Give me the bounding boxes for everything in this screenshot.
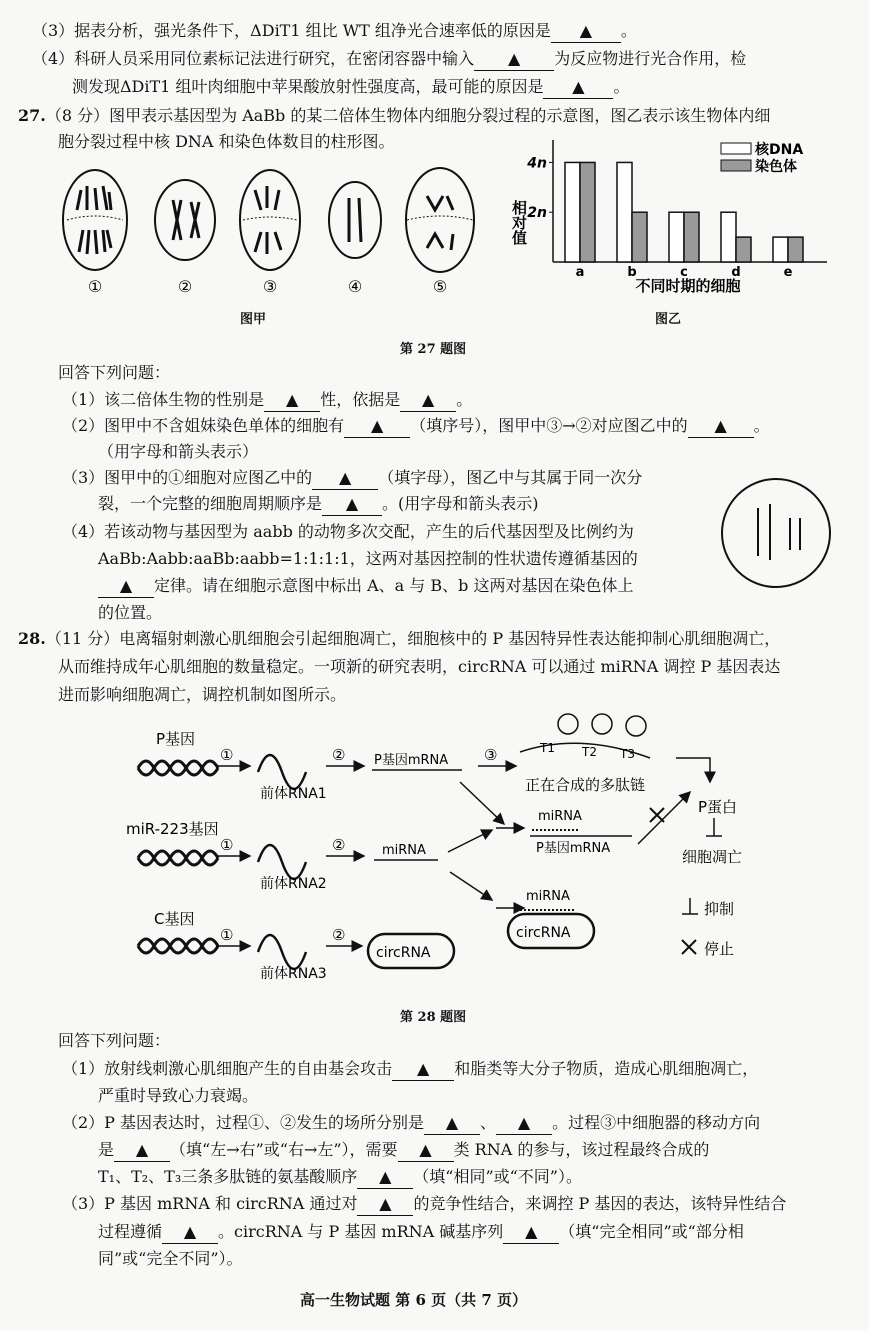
q27-part2: （2）图甲中不含姐妹染色单体的细胞有 ▲ （填序号），图甲中③→②对应图乙中的 ▲ 。	[62, 415, 770, 438]
q27-part3: （3）图甲中的①细胞对应图乙中的 ▲ （填字母），图乙中与其属于同一次分	[62, 467, 642, 490]
q27-part4: （4）若该动物与基因型为 aabb 的动物多次交配，产生的后代基因型及比例约为	[62, 522, 634, 541]
chart-xlabel: 不同时期的细胞	[635, 277, 741, 295]
p-mrna-label: P基因mRNA	[374, 753, 449, 768]
q28-part2-end: T₁、T₂、T₃三条多肽链的氨基酸顺序 ▲ （填“相同”或“不同”）。	[98, 1166, 582, 1189]
q26-part3: （3）据表分析，强光条件下，ΔDiT1 组比 WT 组净光合速率低的原因是 ▲ 。	[32, 20, 637, 43]
answer-blank[interactable]: ▲	[398, 1139, 454, 1162]
bar-e-chromosome	[788, 237, 803, 262]
figure-a-label: 图甲	[240, 312, 267, 327]
legend-label-dna: 核DNA	[755, 142, 804, 158]
answer-blank[interactable]: ▲	[344, 415, 410, 438]
bar-a-dna	[565, 162, 580, 262]
answer-blank[interactable]: ▲	[474, 48, 554, 71]
svg-text:miRNA: miRNA	[538, 809, 582, 824]
answer-blank[interactable]: ▲	[392, 1058, 454, 1081]
legend-label-chromosome: 染色体	[755, 159, 797, 175]
cell-3	[240, 170, 300, 270]
page-footer: 高一生物试题 第 6 页（共 7 页）	[300, 1291, 527, 1309]
svg-text:miRNA: miRNA	[526, 889, 570, 904]
legend-swatch-dna	[721, 143, 751, 154]
chart-ylabel: 相对值	[510, 200, 528, 245]
answer-blank[interactable]: ▲	[688, 415, 754, 438]
q27-stem-2: 胞分裂过程中核 DNA 和染色体数目的柱形图。	[58, 132, 395, 151]
pre-rna1-icon	[258, 755, 306, 789]
svg-text:P基因mRNA: P基因mRNA	[536, 841, 611, 856]
q28-part3-cont: 过程遵循 ▲ 。circRNA 与 P 基因 mRNA 碱基序列 ▲ （填“完全相同”或“部分相	[98, 1221, 744, 1244]
q27-stem-1: 27.（8 分）图甲表示基因型为 AaBb 的某二倍体生物体内细胞分裂过程的示意图，图乙表示该生物体内细	[18, 106, 771, 125]
c-gene-label: C基因	[154, 910, 195, 928]
bar-d-chromosome	[736, 237, 751, 262]
q26-part4: （4）科研人员采用同位素标记法进行研究，在密闭容器中输入 ▲ 为反应物进行光合作用，检	[32, 48, 746, 71]
figure-a-cells	[55, 160, 495, 300]
svg-text:②: ②	[332, 746, 346, 764]
bar-c-dna	[669, 212, 684, 262]
bar-e-dna	[773, 237, 788, 262]
q28-figure-caption: 第 28 题图	[400, 1010, 467, 1025]
bar-a-chromosome	[580, 162, 595, 262]
chart-xtick-label-d: d	[731, 265, 741, 280]
figure-b-label: 图乙	[655, 312, 682, 327]
cell-label-3: ③	[262, 277, 278, 296]
pre-rna1-label: 前体RNA1	[260, 786, 327, 802]
mirna-label: miRNA	[382, 843, 426, 858]
stop-legend-icon	[682, 940, 696, 954]
q28-answer-intro: 回答下列问题：	[58, 1031, 171, 1050]
q27-part4-end: 的位置。	[98, 603, 163, 622]
q28-part1: （1）放射线刺激心肌细胞产生的自由基会攻击 ▲ 和脂类等大分子物质，造成心肌细胞凋亡，	[62, 1058, 758, 1081]
cell-5	[406, 168, 474, 272]
answer-blank[interactable]: ▲	[551, 20, 621, 43]
legend-stop: 停止	[704, 940, 735, 958]
bar-b-chromosome	[632, 212, 647, 262]
label-t3: T3	[620, 747, 635, 761]
figure-b-bar-chart	[505, 140, 840, 300]
q28-part3: （3）P 基因 mRNA 和 circRNA 通过对 ▲ 的竞争性结合，来调控 P 基因的表达，该特异性结合	[62, 1193, 786, 1216]
label-t2: T2	[582, 745, 597, 759]
cell-label-2: ②	[177, 277, 193, 296]
ribosome-icon	[626, 716, 646, 736]
circrna-label: circRNA	[376, 945, 431, 961]
legend-inhibit: 抑制	[704, 900, 735, 918]
answer-blank[interactable]: ▲	[357, 1166, 413, 1189]
cell-label-1: ①	[87, 277, 103, 296]
svg-text:②: ②	[332, 836, 346, 854]
answer-blank[interactable]: ▲	[98, 575, 154, 598]
q28-part2: （2）P 基因表达时，过程①、②发生的场所分别是 ▲ 、 ▲ 。过程③中细胞器的移动方向	[62, 1112, 760, 1135]
q28-stem-1: 28.（11 分）电离辐射刺激心肌细胞会引起细胞凋亡，细胞核中的 P 基因特异性表达能抑制心肌细胞凋亡，	[18, 629, 781, 648]
q27-figure-caption: 第 27 题图	[400, 342, 467, 357]
legend-swatch-chromosome	[721, 160, 751, 171]
chart-xtick-label-e: e	[783, 265, 793, 280]
q28-part1-cont: 严重时导致心力衰竭。	[98, 1086, 259, 1105]
q27-part4-ratio: AaBb:Aabb:aaBb:aabb=1:1:1:1，这两对基因控制的性状遗传遵循基因的	[98, 549, 638, 568]
p-protein-label: P蛋白	[698, 798, 738, 816]
q27-part4-law: ▲ 定律。请在细胞示意图中标出 A、a 与 B、b 这两对基因在染色体上	[98, 575, 633, 598]
svg-text:②: ②	[332, 926, 346, 944]
cell-4	[329, 182, 381, 258]
svg-text:①: ①	[220, 926, 234, 944]
answer-blank[interactable]: ▲	[503, 1221, 559, 1244]
answer-blank[interactable]: ▲	[312, 467, 378, 490]
ribosome-icon	[592, 714, 612, 734]
answer-blank[interactable]: ▲	[114, 1139, 170, 1162]
answer-blank[interactable]: ▲	[162, 1221, 218, 1244]
bar-c-chromosome	[684, 212, 699, 262]
svg-text:③: ③	[484, 746, 498, 764]
pre-rna3-label: 前体RNA3	[260, 966, 327, 982]
pre-rna2-icon	[258, 845, 306, 879]
answer-blank[interactable]: ▲	[543, 76, 613, 99]
chart-ytick-label: 2n	[527, 205, 547, 222]
answer-blank[interactable]: ▲	[496, 1112, 552, 1135]
label-t1: T1	[540, 741, 555, 755]
q28-part2-cont: 是 ▲ （填“左→右”或“右→左”），需要 ▲ 类 RNA 的参与，该过程最终合成的	[98, 1139, 709, 1162]
apoptosis-label: 细胞凋亡	[682, 848, 743, 866]
q28-part3-end: 同”或“完全不同”）。	[98, 1249, 243, 1268]
answer-blank[interactable]: ▲	[424, 1112, 480, 1135]
bar-d-dna	[721, 212, 736, 262]
mir-gene-label: miR-223基因	[126, 820, 219, 838]
pre-rna2-label: 前体RNA2	[260, 876, 327, 892]
q27-part3-cont: 裂，一个完整的细胞周期顺序是 ▲ 。(用字母和箭头表示)	[98, 493, 539, 516]
chart-xtick-label-a: a	[575, 265, 585, 280]
answer-blank[interactable]: ▲	[357, 1193, 413, 1216]
stop-cross-icon	[650, 808, 664, 822]
q28-stem-2: 从而维持成年心肌细胞的数量稳定。一项新的研究表明，circRNA 可以通过 miRNA 调控 P 基因表达	[58, 657, 781, 676]
svg-text:①: ①	[220, 836, 234, 854]
cell-label-4: ④	[347, 277, 363, 296]
answer-blank[interactable]: ▲	[400, 389, 456, 412]
cell-2	[155, 180, 215, 260]
answer-blank[interactable]: ▲	[264, 389, 320, 412]
q28-stem-3: 进而影响细胞凋亡，调控机制如图所示。	[58, 685, 347, 704]
p-gene-label: P基因	[156, 730, 196, 748]
cell-label-5: ⑤	[432, 277, 448, 296]
q27-answer-intro: 回答下列问题：	[58, 363, 171, 382]
q26-part4-cont: 测发现ΔDiT1 组叶肉细胞中苹果酸放射性强度高，最可能的原因是 ▲ 。	[72, 76, 629, 99]
chart-ytick-label: 4n	[527, 155, 547, 172]
bar-b-dna	[617, 162, 632, 262]
chart-xtick-label-b: b	[627, 265, 637, 280]
svg-text:①: ①	[220, 746, 234, 764]
cell-1	[63, 170, 127, 270]
q27-part1: （1）该二倍体生物的性别是 ▲ 性，依据是 ▲ 。	[62, 389, 472, 412]
q27-part2-note: （用字母和箭头表示）	[98, 442, 259, 461]
svg-text:circRNA: circRNA	[516, 925, 571, 941]
ribosome-icon	[558, 714, 578, 734]
answer-blank[interactable]: ▲	[322, 493, 382, 516]
answer-cell-diagram[interactable]	[716, 474, 836, 592]
q28-regulation-diagram	[120, 712, 780, 1002]
chart-xtick-label-c: c	[680, 265, 688, 280]
pre-rna3-icon	[258, 935, 306, 969]
polypeptide-label: 正在合成的多肽链	[525, 776, 646, 794]
